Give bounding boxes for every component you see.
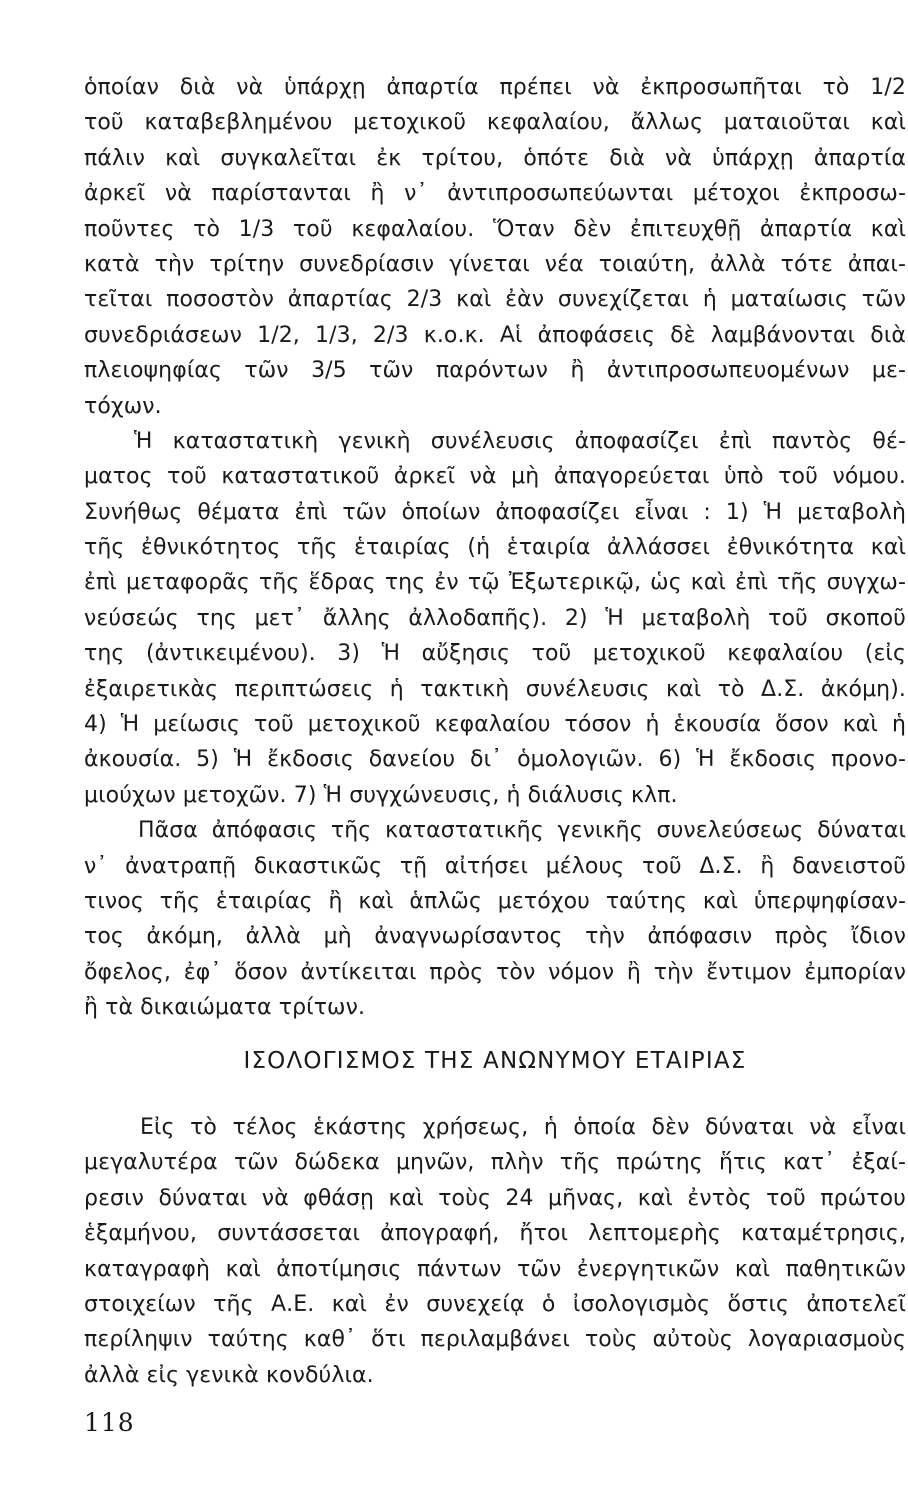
text-line: ἐξαιρετικὰς περιπτώσεις ἡ τακτικὴ συνέλευσις καὶ τὸ Δ.Σ. ἀκόμη). xyxy=(84,676,906,702)
text-line: τόχων. xyxy=(84,393,162,419)
text-line: ματος τοῦ καταστατικοῦ ἀρκεῖ νὰ μὴ ἀπαγορεύεται ὑπὸ τοῦ νόμου. xyxy=(84,464,906,490)
text-line: κατὰ τὴν τρίτην συνεδρίασιν γίνεται νέα τοιαύτη, ἀλλὰ τότε ἀπαι- xyxy=(84,251,906,277)
text-line: της (ἀντικειμένου). 3) Ἡ αὔξησις τοῦ μετοχικοῦ κεφαλαίου (εἰς xyxy=(84,641,906,667)
paragraph-quorum xyxy=(84,70,906,424)
text-line: Εἰς τὸ τέλος ἑκάστης χρήσεως, ἡ ὁποία δὲν δύναται νὰ εἶναι xyxy=(140,1115,906,1140)
text-line: Ἡ καταστατικὴ γενικὴ συνέλευσις ἀποφασίζει ἐπὶ παντὸς θέ- xyxy=(134,428,906,454)
text-line: περίληψιν ταύτης καθ᾿ ὅτι περιλαμβάνει τοὺς αὐτοὺς λογαριασμοὺς xyxy=(84,1327,906,1353)
paragraph-statutory-assembly xyxy=(84,424,906,813)
text-line: ρεσιν δύναται νὰ φθάσῃ καὶ τοὺς 24 μῆνας, καὶ ἐντὸς τοῦ πρώτου xyxy=(84,1185,906,1211)
text-line: ἀκουσία. 5) Ἡ ἔκδοσις δανείου δι᾿ ὁμολογιῶν. 6) Ἡ ἔκδοσις προνο- xyxy=(84,747,906,773)
text-line: Πᾶσα ἀπόφασις τῆς καταστατικῆς γενικῆς συνελεύσεως δύναται xyxy=(138,818,906,844)
text-line: πλειοψηφίας τῶν 3/5 τῶν παρόντων ἢ ἀντιπροσωπευομένων με- xyxy=(84,358,906,384)
text-line: ὄφελος, ἐφ᾿ ὅσον ἀντίκειται πρὸς τὸν νόμον ἢ τὴν ἔντιμον ἐμπορίαν xyxy=(84,959,906,985)
text-line: πάλιν καὶ συγκαλεῖται ἐκ τρίτου, ὁπότε διὰ νὰ ὑπάρχῃ ἀπαρτία xyxy=(84,145,906,171)
text-line: νεύσεώς της μετ᾿ ἄλλης ἀλλοδαπῆς). 2) Ἡ μεταβολὴ τοῦ σκοποῦ xyxy=(84,605,906,631)
text-line: μιούχων μετοχῶν. 7) Ἡ συγχώνευσις, ἡ διάλυσις κλπ. xyxy=(84,782,678,808)
text-line: ν᾿ ἀνατραπῇ δικαστικῶς τῇ αἰτήσει μέλους τοῦ Δ.Σ. ἢ δανειστοῦ xyxy=(84,853,906,879)
text-line: μεγαλυτέρα τῶν δώδεκα μηνῶν, πλὴν τῆς πρώτης ἥτις κατ᾿ ἐξαί- xyxy=(84,1150,906,1176)
text-line: ἀλλὰ εἰς γενικὰ κονδύλια. xyxy=(84,1362,374,1388)
section-heading: ΙΣΟΛΟΓΙΣΜΟΣ ΤΗΣ ΑΝΩΝΥΜΟΥ ΕΤΑΙΡΙΑΣ xyxy=(243,1048,747,1074)
text-line: ἐπὶ μεταφορᾶς τῆς ἕδρας της ἐν τῷ Ἐξωτερικῷ, ὡς καὶ ἐπὶ τῆς συγχω- xyxy=(84,570,906,596)
text-line: καταγραφὴ καὶ ἀποτίμησις πάντων τῶν ἐνεργητικῶν καὶ παθητικῶν xyxy=(84,1256,906,1282)
text-line: ὁποίαν διὰ νὰ ὑπάρχῃ ἀπαρτία πρέπει νὰ ἐκπροσωπῆται τὸ 1/2 xyxy=(84,75,906,100)
text-line: τῆς ἐθνικότητος τῆς ἑταιρίας (ἡ ἑταιρία ἀλλάσσει ἐθνικότητα καὶ xyxy=(84,535,906,561)
text-line: στοιχείων τῆς Α.Ε. καὶ ἐν συνεχείᾳ ὁ ἰσολογισμὸς ὅστις ἀποτελεῖ xyxy=(84,1291,906,1317)
text-line: συνεδριάσεων 1/2, 1/3, 2/3 κ.ο.κ. Αἱ ἀποφάσεις δὲ λαμβάνονται διὰ xyxy=(84,322,906,348)
text-line: Συνήθως θέματα ἐπὶ τῶν ὁποίων ἀποφασίζει εἶναι : 1) Ἡ μεταβολὴ xyxy=(84,499,906,525)
text-line: τος ἀκόμη, ἀλλὰ μὴ ἀναγνωρίσαντος τὴν ἀπόφασιν πρὸς ἴδιον xyxy=(84,924,906,950)
page-number: 118 xyxy=(84,1408,135,1437)
book-page xyxy=(84,70,906,1388)
text-line: 4) Ἡ μείωσις τοῦ μετοχικοῦ κεφαλαίου τόσον ἡ ἑκουσία ὅσον καὶ ἡ xyxy=(84,712,906,738)
text-line: ποῦντες τὸ 1/3 τοῦ κεφαλαίου. Ὅταν δὲν ἐπιτευχθῇ ἀπαρτία καὶ xyxy=(84,216,906,242)
text-line: ἢ τὰ δικαιώματα τρίτων. xyxy=(84,995,366,1021)
paragraph-balance-sheet xyxy=(84,1110,906,1393)
text-line: τινος τῆς ἑταιρίας ἢ καὶ ἁπλῶς μετόχου ταύτης καὶ ὑπερψηφίσαν- xyxy=(84,888,906,914)
text-line: ἀρκεῖ νὰ παρίστανται ἢ ν᾿ ἀντιπροσωπεύωνται μέτοχοι ἐκπροσω- xyxy=(84,181,906,207)
text-line: τοῦ καταβεβλημένου μετοχικοῦ κεφαλαίου, ἄλλως ματαιοῦται καὶ xyxy=(84,110,906,136)
paragraph-annulment xyxy=(84,813,906,1025)
text-line: ἑξαμήνου, συντάσσεται ἀπογραφή, ἤτοι λεπτομερὴς καταμέτρησις, xyxy=(84,1221,906,1247)
text-line: τεῖται ποσοστὸν ἀπαρτίας 2/3 καὶ ἐὰν συνεχίζεται ἡ ματαίωσις τῶν xyxy=(84,287,906,313)
